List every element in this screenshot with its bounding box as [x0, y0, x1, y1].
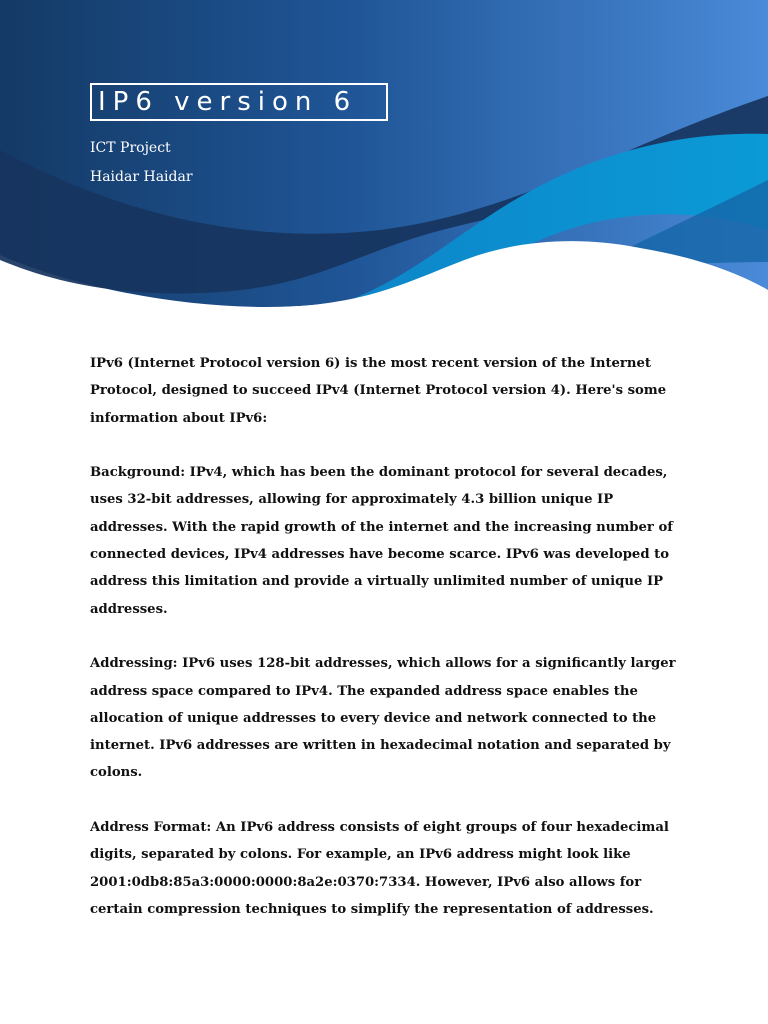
- document-body: [90, 350, 690, 951]
- header-wave-graphic: [0, 0, 768, 320]
- body-paragraph-intro: IPv6 (Internet Protocol version 6) is the most recent version of the Internet Protocol, designed to succeed IPv4 (Internet Protocol version 4). Here's some information about IPv6:: [90, 356, 667, 426]
- document-subtitle: ICT Project: [90, 140, 171, 156]
- body-paragraph-addressing: Addressing: IPv6 uses 128-bit addresses, which allows for a significantly larger address space compared to IPv4. The expanded address space enables the allocation of unique addresses to every device and network connected to the internet. IPv6 addresses are written in hexadecimal notation and separated by colons.: [90, 656, 676, 781]
- document-title: IP6 version 6: [90, 83, 388, 121]
- body-paragraph-background: Background: IPv4, which has been the dominant protocol for several decades, uses 32-bit addresses, allowing for approximately 4.3 billion unique IP addresses. With the rapid growth of the internet and the increasing number of connected devices, IPv4 addresses have become scarce. IPv6 was developed to address this limitation and provide a virtually unlimited number of unique IP addresses.: [90, 465, 673, 617]
- document-author: Haidar Haidar: [90, 169, 193, 185]
- body-paragraph-address-format: Address Format: An IPv6 address consists of eight groups of four hexadecimal digits, separated by colons. For example, an IPv6 address might look like 2001:0db8:85a3:0000:0000:8a2e:0370:7334. However, IPv6 also allows for certain compression techniques to simplify the representation of addresses.: [90, 820, 669, 917]
